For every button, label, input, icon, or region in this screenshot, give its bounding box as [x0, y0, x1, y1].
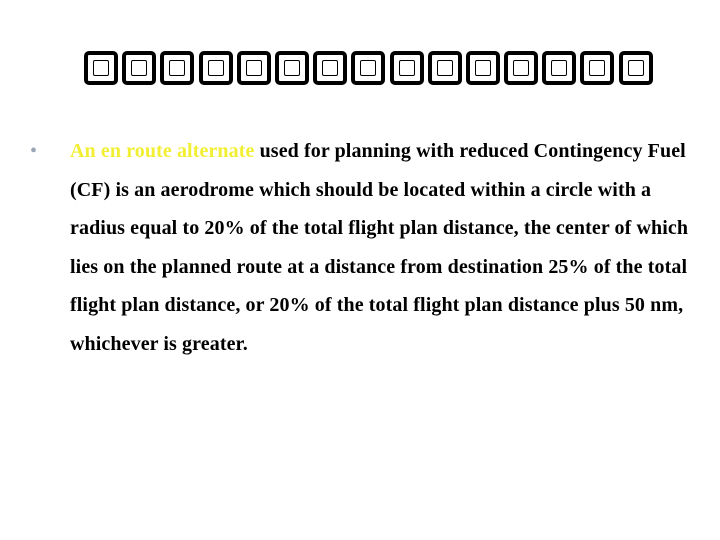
- missing-glyph-box: [199, 51, 233, 85]
- missing-glyph-box: [122, 51, 156, 85]
- body-text: used for planning with reduced Contingency Fuel (CF) is an aerodrome which should be located within a circle with a radius equal to 20% of the total flight plan distance, the center of which lies on the planned route at a distance from destination 25% of the total flight plan distance, or 20% of the total flight plan distance plus 50 nm, whichever is greater.: [70, 140, 689, 355]
- missing-glyph-box: [619, 51, 653, 85]
- missing-glyph-box: [84, 51, 118, 85]
- slide-title-missing-glyphs: [84, 40, 720, 96]
- missing-glyph-box: [313, 51, 347, 85]
- missing-glyph-box: [504, 51, 538, 85]
- bullet-marker: •: [30, 140, 38, 162]
- missing-glyph-box: [351, 51, 385, 85]
- missing-glyph-box: [542, 51, 576, 85]
- bullet-text: [70, 132, 690, 363]
- missing-glyph-box: [580, 51, 614, 85]
- missing-glyph-box: [390, 51, 424, 85]
- missing-glyph-box: [275, 51, 309, 85]
- highlighted-term: An en route alternate: [70, 140, 255, 162]
- missing-glyph-box: [428, 51, 462, 85]
- missing-glyph-box: [237, 51, 271, 85]
- missing-glyph-box: [160, 51, 194, 85]
- missing-glyph-box: [466, 51, 500, 85]
